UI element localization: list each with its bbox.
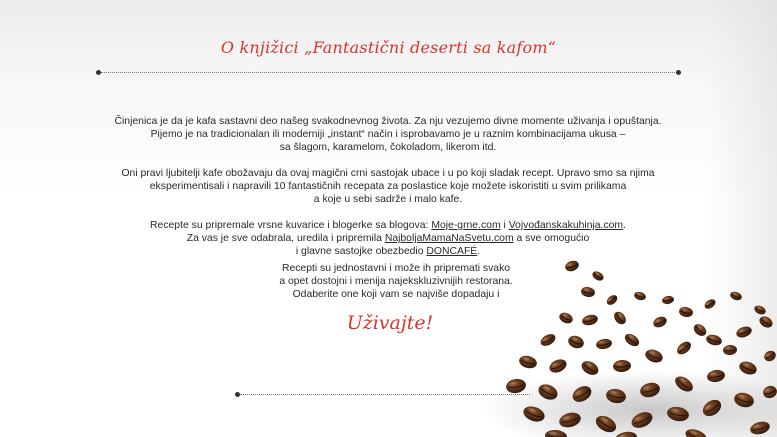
coffee-bean (547, 357, 568, 375)
coffee-bean (753, 304, 767, 316)
text-line: sa šlagom, karamelom, čokoladom, likerom itd. (279, 142, 497, 153)
text-fragment: . (477, 246, 481, 257)
coffee-bean (558, 311, 575, 326)
coffee-bean (678, 306, 694, 318)
text-fragment: Za vas je sve odabrala, uredila i pripremila (186, 233, 385, 244)
link-vojvodjanska-kuhinja[interactable]: Vojvođanskakuhinja.com (508, 220, 624, 231)
coffee-bean (705, 333, 723, 347)
coffee-bean (591, 270, 605, 283)
coffee-bean (703, 297, 717, 310)
text-fragment: a sve omogućio (513, 233, 590, 244)
signoff-enjoy: Uživajte! (346, 312, 434, 334)
link-moje-grne[interactable]: Moje-grne.com (431, 220, 501, 231)
coffee-bean (762, 349, 777, 364)
link-doncafe[interactable]: DONCAFÉ (426, 246, 478, 257)
text-line: Činjenica je da je kafa sastavni deo našeg svakodnevnog života. Za nju vezujemo divne momente uživanja i opuštanja. (114, 116, 662, 127)
coffee-bean (580, 286, 596, 298)
text-line: Pijemo je na tradicionalan ili moderniji „instant“ način i isprobavamo je u raznim kombinacijama ukusa – (150, 129, 626, 140)
coffee-bean (623, 331, 642, 348)
coffee-bean (539, 332, 558, 349)
coffee-bean (729, 290, 743, 302)
text-line: Recepti su jednostavni i može ih pripremati svako (281, 263, 511, 274)
coffee-bean (675, 339, 694, 357)
text-fragment: . (623, 220, 626, 231)
text-fragment: Recepte su pripremale vrsne kuvarice i blogerke sa blogova: (150, 220, 432, 231)
text-line: a opet dostojni i menija najekskluzivnijih restorana. (279, 276, 513, 287)
coffee-bean (643, 347, 664, 364)
coffee-bean (652, 315, 669, 330)
coffee-bean (612, 309, 629, 326)
coffee-bean (737, 359, 758, 376)
coffee-bean (581, 313, 599, 327)
page-title: O knjižici „Fantastični deserti sa kafom“ (220, 38, 557, 57)
coffee-bean (757, 314, 774, 330)
text-fragment: i glavne sastojke obezbedio (295, 246, 427, 257)
coffee-bean (735, 325, 753, 340)
text-line: Oni pravi ljubitelji kafe obožavaju da ovaj magični crni sastojak ubace i u po koji sladak recept. Upravo smo sa njima (121, 168, 655, 179)
text-line: Odaberite one koji vam se najviše dopadaju i (292, 289, 500, 300)
coffee-bean (564, 259, 581, 273)
coffee-bean (566, 334, 585, 351)
link-najbolja-mama[interactable]: NajboljaMamaNaSvetu.com (384, 233, 514, 244)
text-line: a koje u sebi sadrže i malo kafe. (313, 194, 463, 205)
coffee-bean (605, 293, 619, 307)
coffee-bean (723, 344, 738, 355)
coffee-bean (595, 338, 612, 351)
coffee-bean (633, 291, 647, 302)
coffee-bean (518, 354, 538, 370)
text-fragment: i (500, 220, 509, 231)
coffee-bean (661, 295, 674, 305)
text-line: eksperimentisali i napravili 10 fantastičnih recepata za poslastice koje možete iskoristiti u svim prilikama (149, 181, 627, 192)
coffee-bean (691, 322, 708, 339)
